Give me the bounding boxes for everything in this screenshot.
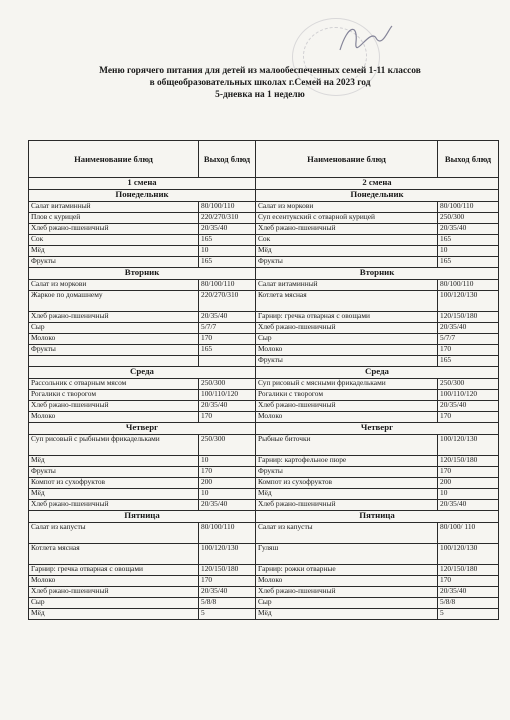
day-row-thursday xyxy=(29,423,499,435)
left-dish-name: Хлеб ржано-пшеничный xyxy=(29,401,199,412)
right-dish-yield: 170 xyxy=(438,467,499,478)
right-dish-yield: 5 xyxy=(438,609,499,620)
right-dish-name: Хлеб ржано-пшеничный xyxy=(256,323,438,334)
right-dish-name: Хлеб ржано-пшеничный xyxy=(256,587,438,598)
table-row xyxy=(29,565,499,576)
right-dish-name: Гуляш xyxy=(256,544,438,565)
left-dish-name: Молоко xyxy=(29,334,199,345)
left-dish-yield: 170 xyxy=(199,412,256,423)
shift-1: 1 смена xyxy=(29,178,256,190)
left-dish-yield xyxy=(199,356,256,367)
title-line-3: 5-дневка на 1 неделю xyxy=(215,89,305,100)
table-row xyxy=(29,312,499,323)
right-dish-name: Салат из моркови xyxy=(256,202,438,213)
right-dish-yield: 20/35/40 xyxy=(438,401,499,412)
right-dish-yield: 200 xyxy=(438,478,499,489)
table-row xyxy=(29,390,499,401)
right-dish-name: Молоко xyxy=(256,345,438,356)
day-label-2: Пятница xyxy=(256,511,499,523)
table-row xyxy=(29,598,499,609)
left-dish-yield: 120/150/180 xyxy=(199,565,256,576)
table-row xyxy=(29,478,499,489)
left-dish-yield: 80/100/110 xyxy=(199,523,256,544)
left-dish-yield: 80/100/110 xyxy=(199,280,256,291)
left-dish-name: Салат витаминный xyxy=(29,202,199,213)
left-dish-yield: 20/35/40 xyxy=(199,587,256,598)
left-dish-yield: 20/35/40 xyxy=(199,401,256,412)
right-dish-name: Рыбные биточки xyxy=(256,435,438,456)
table-row xyxy=(29,246,499,257)
right-dish-yield: 20/35/40 xyxy=(438,587,499,598)
menu-table xyxy=(28,140,499,620)
left-dish-name: Молоко xyxy=(29,576,199,587)
left-dish-name: Фрукты xyxy=(29,257,199,268)
table-row xyxy=(29,489,499,500)
day-label-2: Среда xyxy=(256,367,499,379)
day-label-1: Четверг xyxy=(29,423,256,435)
shift-2: 2 смена xyxy=(256,178,499,190)
right-dish-name: Гарнир: рожки отварные xyxy=(256,565,438,576)
day-row-monday xyxy=(29,190,499,202)
left-dish-yield: 100/120/130 xyxy=(199,544,256,565)
left-dish-yield: 200 xyxy=(199,478,256,489)
right-dish-yield: 165 xyxy=(438,235,499,246)
day-label-2: Четверг xyxy=(256,423,499,435)
right-dish-name: Суп есентукский с отварной курицей xyxy=(256,213,438,224)
left-dish-name xyxy=(29,356,199,367)
table-row xyxy=(29,257,499,268)
table-row xyxy=(29,609,499,620)
left-dish-name: Плов с курицей xyxy=(29,213,199,224)
left-dish-yield: 165 xyxy=(199,345,256,356)
left-dish-yield: 10 xyxy=(199,456,256,467)
table-row xyxy=(29,523,499,544)
right-dish-yield: 80/100/ 110 xyxy=(438,523,499,544)
right-dish-yield: 100/110/120 xyxy=(438,390,499,401)
right-dish-yield: 120/150/180 xyxy=(438,312,499,323)
left-dish-yield: 10 xyxy=(199,246,256,257)
right-dish-name: Котлета мясная xyxy=(256,291,438,312)
left-dish-yield: 80/100/110 xyxy=(199,202,256,213)
right-dish-name: Хлеб ржано-пшеничный xyxy=(256,224,438,235)
day-row-friday xyxy=(29,511,499,523)
right-dish-yield: 250/300 xyxy=(438,379,499,390)
right-dish-name: Гарнир: гречка отварная с овощами xyxy=(256,312,438,323)
right-dish-name: Сыр xyxy=(256,598,438,609)
right-dish-name: Суп рисовый с мясными фрикадельками xyxy=(256,379,438,390)
table-row xyxy=(29,412,499,423)
table-row xyxy=(29,587,499,598)
right-dish-yield: 120/150/180 xyxy=(438,565,499,576)
right-dish-name: Хлеб ржано-пшеничный xyxy=(256,500,438,511)
left-dish-name: Фрукты xyxy=(29,345,199,356)
left-dish-name: Мёд xyxy=(29,456,199,467)
table-row xyxy=(29,213,499,224)
left-dish-yield: 100/110/120 xyxy=(199,390,256,401)
header-dish-2: Наименование блюд xyxy=(256,141,438,178)
table-row xyxy=(29,544,499,565)
left-dish-name: Котлета мясная xyxy=(29,544,199,565)
table-row xyxy=(29,576,499,587)
left-dish-yield: 170 xyxy=(199,334,256,345)
right-dish-yield: 80/100/110 xyxy=(438,202,499,213)
right-dish-name: Хлеб ржано-пшеничный xyxy=(256,401,438,412)
left-dish-name: Молоко xyxy=(29,412,199,423)
right-dish-name: Салат из капусты xyxy=(256,523,438,544)
header-yield-1: Выход блюд xyxy=(199,141,256,178)
header-row xyxy=(29,141,499,178)
right-dish-yield: 5/8/8 xyxy=(438,598,499,609)
table-row xyxy=(29,235,499,246)
table-row xyxy=(29,379,499,390)
right-dish-name: Компот из сухофруктов xyxy=(256,478,438,489)
left-dish-yield: 5/7/7 xyxy=(199,323,256,334)
header-yield-2: Выход блюд xyxy=(438,141,499,178)
table-row xyxy=(29,456,499,467)
left-dish-yield: 20/35/40 xyxy=(199,500,256,511)
left-dish-name: Рассольник с отварным мясом xyxy=(29,379,199,390)
left-dish-name: Хлеб ржано-пшеничный xyxy=(29,312,199,323)
left-dish-name: Рогалики с творогом xyxy=(29,390,199,401)
right-dish-yield: 165 xyxy=(438,356,499,367)
left-dish-yield: 20/35/40 xyxy=(199,224,256,235)
table-row xyxy=(29,224,499,235)
right-dish-name: Рогалики с творогом xyxy=(256,390,438,401)
title-line-2: в общеобразовательных школах г.Семей на 2023 год xyxy=(149,77,371,88)
menu-rows xyxy=(29,190,499,620)
right-dish-name: Молоко xyxy=(256,412,438,423)
left-dish-yield: 20/35/40 xyxy=(199,312,256,323)
day-label-2: Понедельник xyxy=(256,190,499,202)
right-dish-yield: 170 xyxy=(438,345,499,356)
right-dish-yield: 20/35/40 xyxy=(438,500,499,511)
left-dish-yield: 170 xyxy=(199,576,256,587)
right-dish-yield: 170 xyxy=(438,576,499,587)
left-dish-name: Мёд xyxy=(29,489,199,500)
table-row xyxy=(29,280,499,291)
right-dish-yield: 170 xyxy=(438,412,499,423)
day-label-2: Вторник xyxy=(256,268,499,280)
right-dish-name: Мёд xyxy=(256,246,438,257)
table-row xyxy=(29,345,499,356)
left-dish-name: Хлеб ржано-пшеничный xyxy=(29,224,199,235)
left-dish-yield: 165 xyxy=(199,257,256,268)
day-row-wednesday xyxy=(29,367,499,379)
table-row xyxy=(29,500,499,511)
table-row xyxy=(29,401,499,412)
right-dish-name: Салат витаминный xyxy=(256,280,438,291)
right-dish-name: Сыр xyxy=(256,334,438,345)
right-dish-yield: 100/120/130 xyxy=(438,291,499,312)
left-dish-yield: 250/300 xyxy=(199,379,256,390)
left-dish-yield: 250/300 xyxy=(199,435,256,456)
document-title xyxy=(60,66,460,101)
left-dish-name: Салат из капусты xyxy=(29,523,199,544)
left-dish-name: Компот из сухофруктов xyxy=(29,478,199,489)
right-dish-name: Фрукты xyxy=(256,356,438,367)
right-dish-name: Фрукты xyxy=(256,257,438,268)
left-dish-yield: 165 xyxy=(199,235,256,246)
right-dish-name: Фрукты xyxy=(256,467,438,478)
left-dish-name: Мёд xyxy=(29,246,199,257)
right-dish-yield: 5/7/7 xyxy=(438,334,499,345)
left-dish-name: Жаркое по домашнему xyxy=(29,291,199,312)
right-dish-yield: 10 xyxy=(438,246,499,257)
signature-mark xyxy=(336,20,396,58)
table-row xyxy=(29,467,499,478)
table-row xyxy=(29,202,499,213)
left-dish-yield: 170 xyxy=(199,467,256,478)
left-dish-name: Сок xyxy=(29,235,199,246)
shift-row xyxy=(29,178,499,190)
left-dish-yield: 10 xyxy=(199,489,256,500)
table-row xyxy=(29,356,499,367)
table-row xyxy=(29,291,499,312)
right-dish-name: Молоко xyxy=(256,576,438,587)
left-dish-name: Гарнир: гречка отварная с овощами xyxy=(29,565,199,576)
left-dish-name: Салат из моркови xyxy=(29,280,199,291)
right-dish-yield: 10 xyxy=(438,489,499,500)
right-dish-yield: 20/35/40 xyxy=(438,323,499,334)
day-label-1: Понедельник xyxy=(29,190,256,202)
left-dish-yield: 220/270/310 xyxy=(199,291,256,312)
left-dish-name: Фрукты xyxy=(29,467,199,478)
right-dish-yield: 165 xyxy=(438,257,499,268)
left-dish-name: Мёд xyxy=(29,609,199,620)
right-dish-yield: 100/120/130 xyxy=(438,435,499,456)
left-dish-name: Суп рисовый с рыбными фрикадельками xyxy=(29,435,199,456)
right-dish-yield: 120/150/180 xyxy=(438,456,499,467)
left-dish-name: Хлеб ржано-пшеничный xyxy=(29,587,199,598)
day-label-1: Вторник xyxy=(29,268,256,280)
table-row xyxy=(29,334,499,345)
left-dish-yield: 5 xyxy=(199,609,256,620)
table-row xyxy=(29,435,499,456)
right-dish-name: Мёд xyxy=(256,609,438,620)
table-row xyxy=(29,323,499,334)
left-dish-name: Хлеб ржано-пшеничный xyxy=(29,500,199,511)
left-dish-name: Сыр xyxy=(29,598,199,609)
right-dish-yield: 250/300 xyxy=(438,213,499,224)
right-dish-yield: 20/35/40 xyxy=(438,224,499,235)
right-dish-yield: 80/100/110 xyxy=(438,280,499,291)
right-dish-name: Мёд xyxy=(256,489,438,500)
left-dish-yield: 220/270/310 xyxy=(199,213,256,224)
day-label-1: Среда xyxy=(29,367,256,379)
left-dish-yield: 5/8/8 xyxy=(199,598,256,609)
right-dish-yield: 100/120/130 xyxy=(438,544,499,565)
left-dish-name: Сыр xyxy=(29,323,199,334)
header-dish-1: Наименование блюд xyxy=(29,141,199,178)
right-dish-name: Сок xyxy=(256,235,438,246)
day-row-tuesday xyxy=(29,268,499,280)
right-dish-name: Гарнир: картофельное пюре xyxy=(256,456,438,467)
title-line-1: Меню горячего питания для детей из малообеспеченных семей 1-11 классов xyxy=(99,66,421,76)
day-label-1: Пятница xyxy=(29,511,256,523)
